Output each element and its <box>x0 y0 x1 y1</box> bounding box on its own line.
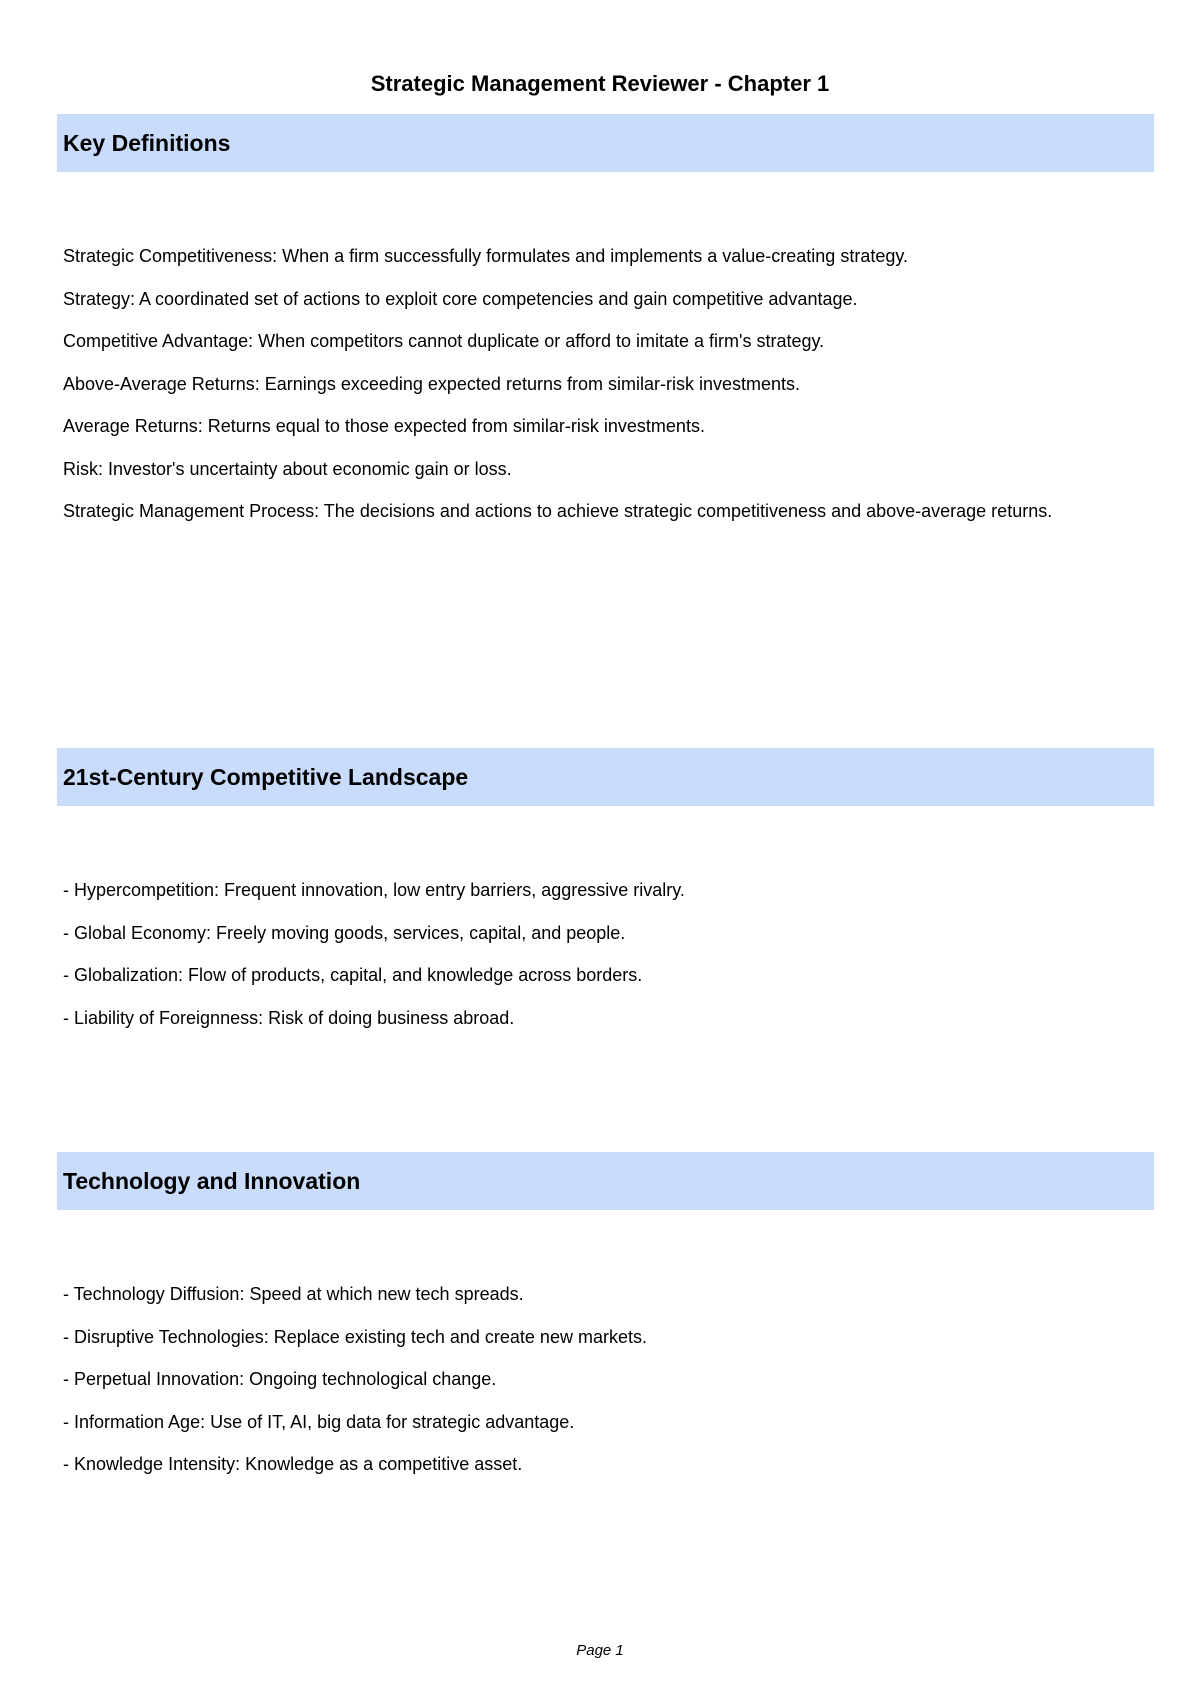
definition-line: Competitive Advantage: When competitors cannot duplicate or afford to imitate a firm's strategy. <box>63 331 825 351</box>
technology-bullet: - Information Age: Use of IT, AI, big data for strategic advantage. <box>63 1411 575 1432</box>
technology-bullet: - Disruptive Technologies: Replace existing tech and create new markets. <box>63 1326 647 1347</box>
document-title: Strategic Management Reviewer - Chapter 1 <box>370 71 830 96</box>
definition-line: Risk: Investor's uncertainty about economic gain or loss. <box>63 458 512 479</box>
definition-line: Strategic Management Process: The decisions and actions to achieve strategic competitiveness and above-average returns. <box>63 501 1053 521</box>
landscape-bullet: - Global Economy: Freely moving goods, services, capital, and people. <box>63 922 626 943</box>
section-heading-technology-innovation: Technology and Innovation <box>57 1152 1154 1210</box>
technology-bullet: - Perpetual Innovation: Ongoing technological change. <box>63 1369 497 1389</box>
landscape-bullet: - Globalization: Flow of products, capital, and knowledge across borders. <box>63 965 643 985</box>
definition-line: Above-Average Returns: Earnings exceeding expected returns from similar-risk investments. <box>63 373 800 394</box>
technology-bullet: - Technology Diffusion: Speed at which new tech spreads. <box>63 1284 524 1304</box>
definition-line: Strategic Competitiveness: When a firm successfully formulates and implements a value-creating strategy. <box>63 246 909 266</box>
section-heading-key-definitions: Key Definitions <box>57 114 1154 172</box>
definition-line: Strategy: A coordinated set of actions to exploit core competencies and gain competitive advantage. <box>63 288 858 309</box>
key-definitions-list <box>63 243 1145 541</box>
competitive-landscape-list <box>63 877 1145 1047</box>
technology-bullet: - Knowledge Intensity: Knowledge as a competitive asset. <box>63 1454 523 1474</box>
technology-innovation-list <box>63 1281 1145 1494</box>
section-heading-competitive-landscape: 21st-Century Competitive Landscape <box>57 748 1154 806</box>
definition-line: Average Returns: Returns equal to those expected from similar-risk investments. <box>63 416 705 436</box>
landscape-bullet: - Liability of Foreignness: Risk of doing business abroad. <box>63 1007 515 1028</box>
landscape-bullet: - Hypercompetition: Frequent innovation, low entry barriers, aggressive rivalry. <box>63 880 685 900</box>
page-number: Page 1 <box>576 1642 624 1659</box>
